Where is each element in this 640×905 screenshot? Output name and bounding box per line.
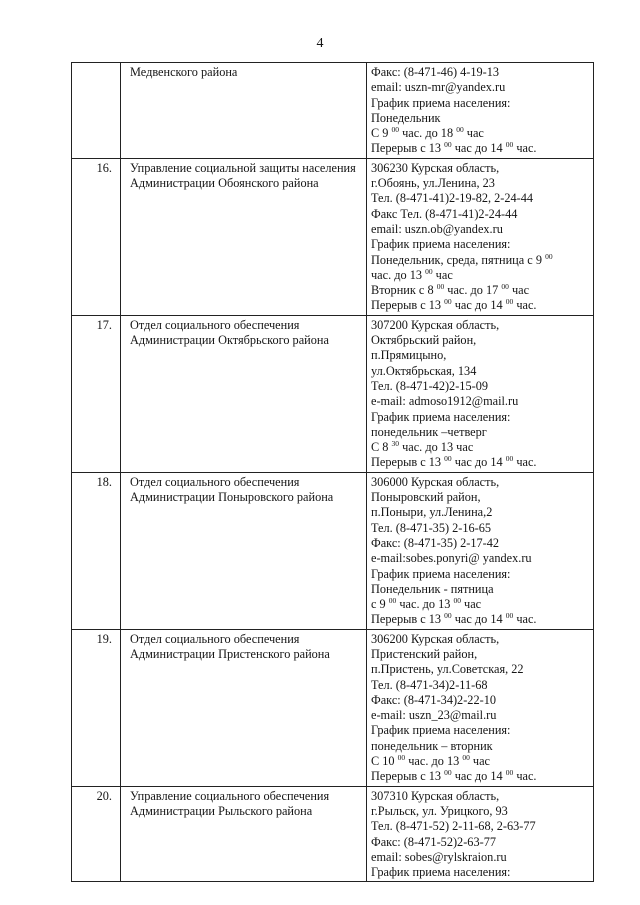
contact-text: Тел. (8-471-41)2-19-82, 2-24-44 [371,191,534,206]
contact-line [371,632,591,647]
contact-text: e-mail: admoso1912@mail.ru [371,394,519,409]
contact-line [371,379,591,394]
contact-line [371,191,591,206]
time-minutes-superscript: 00 [505,768,514,778]
contact-text: час до 14 [451,298,506,313]
contact-line [371,161,591,176]
table-row [72,472,594,629]
contact-line [371,567,591,582]
page-number: 4 [316,36,324,51]
contact-text: час. [513,612,537,627]
contact-text: час. [513,298,537,313]
row-number: 19. [96,631,112,646]
time-minutes-superscript: 00 [501,282,509,292]
time-minutes-superscript: 00 [444,140,452,150]
contact-text: Пристенский район, [371,646,478,661]
contact-line [371,268,591,283]
contact-text: Поныровский район, [371,490,481,505]
row-number-cell [72,315,121,472]
contact-text: Перерыв с 13 [371,141,445,156]
contact-line [371,96,591,111]
contact-cell [367,63,594,159]
contact-line [371,804,591,819]
contact-text: час. до 13 [396,597,454,612]
contact-cell [367,629,594,786]
contact-line [371,222,591,237]
contact-cell [367,472,594,629]
contact-line [371,126,591,141]
contact-lines [367,159,593,315]
row-number: 18. [96,474,112,489]
contact-text: Понедельник - пятница [371,581,494,596]
contact-line [371,865,591,880]
contact-text: Тел. (8-471-52) 2-11-68, 2-63-77 [371,819,536,834]
row-number-cell [72,472,121,629]
time-minutes-superscript: 00 [444,454,452,464]
contact-line [371,176,591,191]
contact-line [371,521,591,536]
organization-name: Отдел социального обеспечения Администрации Пристенского района [130,631,330,661]
contact-cell [367,786,594,882]
table-row [72,629,594,786]
organization-name: Управление социальной защиты населения Администрации Обоянского района [130,160,356,191]
contact-text: Перерыв с 13 [371,612,445,627]
contact-text: График приема населения: [371,409,511,424]
contact-text: График приема населения: [371,566,511,581]
time-minutes-superscript: 00 [456,125,464,135]
contact-text: График приема населения: [371,723,511,738]
contact-line [371,708,591,723]
contact-text: Октябрьский район, [371,333,477,348]
contact-line [371,835,591,850]
table-row [72,315,594,472]
contact-text: час. до 17 [444,283,502,298]
row-number-cell [72,158,121,315]
contact-text: Факс: (8-471-46) 4-19-13 [371,65,500,79]
table-row [72,786,594,882]
contact-text: email: uszn.ob@yandex.ru [371,221,503,236]
contact-line [371,819,591,834]
offices-table [71,62,594,882]
contact-text: e-mail: uszn_23@mail.ru [371,708,497,723]
contact-line [371,111,591,126]
contact-line [371,536,591,551]
time-minutes-superscript: 00 [453,596,461,605]
time-minutes-superscript: 00 [425,266,433,276]
contact-line [371,253,591,268]
row-number-cell [72,629,121,786]
contact-text: Понедельник, среда, пятница с 9 [371,252,546,267]
contact-text: п.Пристень, ул.Советская, 22 [371,662,524,677]
contact-cell [367,315,594,472]
contact-text: час. до 18 [399,126,457,141]
contact-line [371,850,591,865]
contact-line [371,490,591,505]
time-minutes-superscript: 00 [505,140,514,150]
contact-text: понедельник – вторник [371,738,493,753]
contact-lines [367,630,593,786]
row-number-cell [72,786,121,882]
time-minutes-superscript: 00 [444,297,452,307]
contact-text: email: uszn-mr@yandex.ru [371,80,506,95]
contact-text: 306230 Курская область, [371,160,500,175]
contact-line [371,647,591,662]
contact-text: 306200 Курская область, [371,631,500,646]
organization-cell [121,786,367,882]
contact-text: час. до 13 [371,267,426,282]
time-minutes-superscript: 00 [444,768,452,778]
contact-text: час. [513,455,537,470]
contact-line [371,298,591,313]
contact-line [371,207,591,222]
contact-text: час. [513,141,537,156]
contact-line [371,662,591,677]
table-row [72,158,594,315]
contact-text: час до 14 [451,141,506,156]
time-minutes-superscript: 00 [391,125,399,135]
contact-line [371,410,591,425]
contact-text: С 9 [371,126,392,141]
contact-line [371,789,591,804]
contact-line [371,693,591,708]
organization-name: Отдел социального обеспечения Администрации Поныровского района [130,474,334,505]
contact-text: с 9 [371,597,389,612]
contact-text: г.Обоянь, ул.Ленина, 23 [371,176,495,191]
contact-text: п.Прямицыно, [371,348,447,363]
contact-line [371,551,591,566]
organization-cell [121,472,367,629]
contact-line [371,739,591,754]
contact-text: ул.Октябрьская, 134 [371,363,477,378]
contact-text: 307310 Курская область, [371,788,500,803]
contact-lines [367,63,593,158]
contact-line [371,582,591,597]
row-number: 17. [96,317,112,332]
contact-text: 307200 Курская область, [371,317,500,332]
contact-text: Факс Тел. (8-471-41)2-24-44 [371,206,518,221]
contact-cell [367,158,594,315]
organization-name: Отдел социального обеспечения Администрации Октябрьского района [130,317,329,348]
time-minutes-superscript: 00 [444,611,452,621]
contact-text: час. [513,769,537,784]
contact-text: понедельник –четверг [371,424,487,439]
contact-text: п.Поныри, ул.Ленина,2 [371,505,493,520]
contact-line [371,237,591,252]
contact-text: час [469,754,491,769]
contact-lines [367,316,593,472]
organization-cell [121,158,367,315]
contact-text: 306000 Курская область, [371,474,500,489]
contact-line [371,364,591,379]
contact-text: Перерыв с 13 [371,298,445,313]
row-number [72,63,120,65]
time-minutes-superscript: 30 [391,439,399,449]
contact-line [371,141,591,156]
contact-text: Факс: (8-471-34)2-22-10 [371,692,496,707]
contact-line [371,394,591,409]
contact-text: С 8 [371,440,392,455]
row-number-cell [72,63,121,159]
contact-line [371,318,591,333]
contact-text: г.Рыльск, ул. Урицкого, 93 [371,803,508,818]
time-minutes-superscript: 00 [505,454,514,464]
contact-line [371,80,591,95]
contact-line [371,333,591,348]
contact-text: Перерыв с 13 [371,455,445,470]
contact-text: час [463,126,484,141]
time-minutes-superscript: 00 [505,611,514,621]
time-minutes-superscript: 00 [397,752,406,762]
contact-lines [367,473,593,629]
contact-text: График приема населения: [371,865,511,880]
contact-line [371,475,591,490]
contact-text: час до 14 [451,455,506,470]
contact-text: Тел. (8-471-34)2-11-68 [371,677,488,692]
contact-text: час. до 13 час [399,440,474,455]
contact-text: Факс: (8-471-52)2-63-77 [371,834,496,849]
contact-text: e-mail:sobes.ponyri@ yandex.ru [371,551,532,566]
contact-line [371,678,591,693]
contact-lines [367,787,593,882]
row-number: 20. [96,788,112,803]
contact-text: Перерыв с 13 [371,769,445,784]
time-minutes-superscript: 00 [505,297,514,307]
contact-line [371,283,591,298]
contact-line [371,348,591,363]
time-minutes-superscript: 00 [388,596,397,605]
contact-text: Тел. (8-471-42)2-15-09 [371,378,488,393]
contact-line [371,723,591,738]
table-row [72,63,594,159]
organization-name: Управление социального обеспечения Администрации Рыльского района [130,788,330,818]
organization-cell [121,315,367,472]
contact-line [371,597,591,612]
contact-text: час [460,597,482,612]
table-body [72,63,594,882]
contact-text: email: sobes@rylskraion.ru [371,849,507,864]
contact-line [371,455,591,470]
contact-text: Понедельник [371,110,441,125]
contact-line [371,65,591,80]
contact-text: час [432,267,453,282]
row-number: 16. [96,160,112,175]
contact-line [371,440,591,455]
contact-text: График приема населения: [371,237,511,252]
contact-text: Вторник с 8 [371,283,437,298]
contact-text: час до 14 [451,612,506,627]
contact-line [371,769,591,784]
time-minutes-superscript: 00 [436,282,445,292]
contact-text: С 10 [371,754,398,769]
time-minutes-superscript: 00 [462,752,470,762]
contact-text: час [508,283,530,298]
contact-text: Тел. (8-471-35) 2-16-65 [371,520,492,535]
contact-text: Факс: (8-471-35) 2-17-42 [371,535,500,550]
organization-cell [121,629,367,786]
contact-line [371,612,591,627]
time-minutes-superscript: 00 [545,251,553,261]
contact-text: час. до 13 [405,754,463,769]
contact-line [371,425,591,440]
contact-line [371,754,591,769]
contact-text: График приема населения: [371,95,511,110]
organization-cell [121,63,367,159]
contact-text: час до 14 [451,769,506,784]
contact-line [371,505,591,520]
organization-name: Медвенского района [130,65,238,79]
